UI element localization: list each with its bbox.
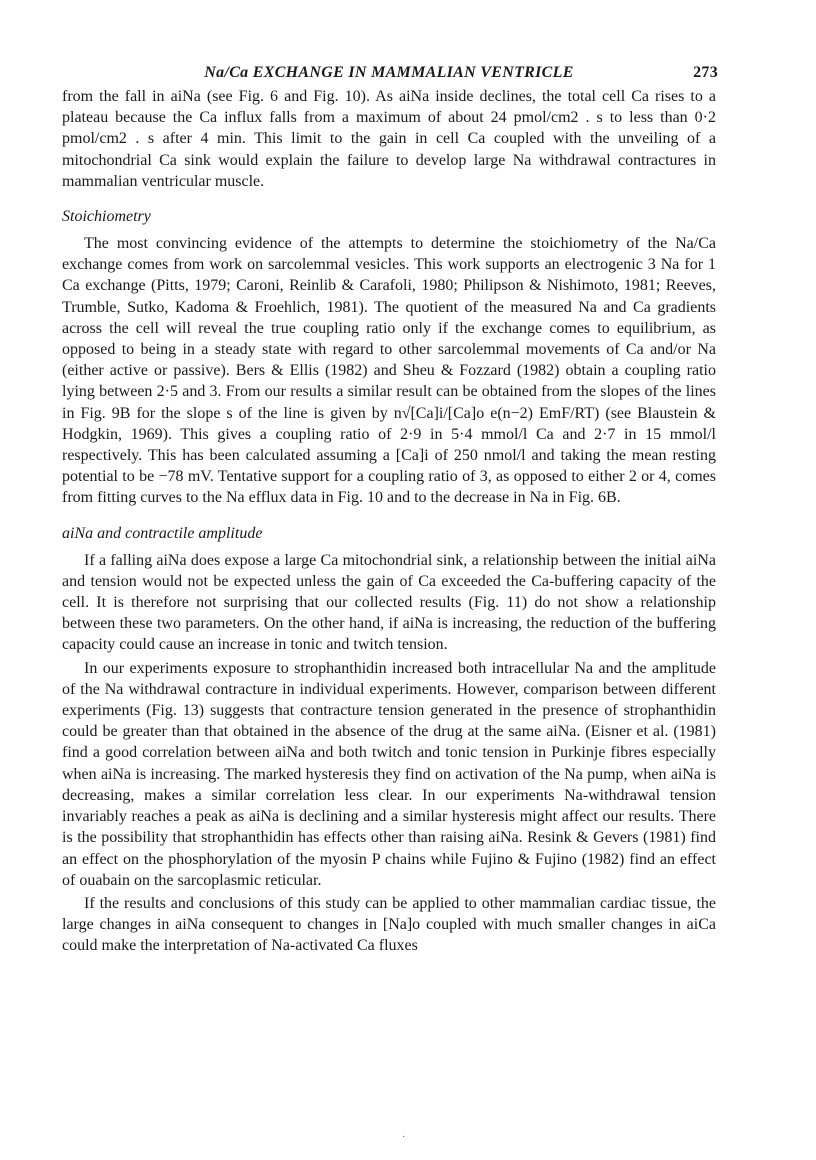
stray-mark: · <box>402 1132 406 1143</box>
paragraph-contractile-2: In our experiments exposure to strophanthidin increased both intracellular Na and the amplitude of the Na withdrawal contracture in individual experiments. However, comparison between different experiments (Fig. 13) suggests that contracture tension generated in the presence of strophanthidin could be greater than that obtained in the absence of the drug at the same aiNa. (Eisner et al. (1981) find a good correlation between aiNa and both twitch and tonic tension in Purkinje fibres especially when aiNa is increasing. The marked hysteresis they find on activation of the Na pump, when aiNa is decreasing, makes a similar correlation less clear. In our experiments Na-withdrawal tension invariably reaches a peak as aiNa is declining and a similar hysteresis might affect our results. There is the possibility that strophanthidin has effects other than raising aiNa. Resink & Gevers (1981) find an effect on the phosphorylation of the myosin P chains while Fujino & Fujino (1982) find an effect of ouabain on the sarcoplasmic reticular. <box>62 659 716 889</box>
page-number: 273 <box>693 64 718 81</box>
running-title: Na/Ca EXCHANGE IN MAMMALIAN VENTRICLE <box>204 64 574 81</box>
paragraph-intro: from the fall in aiNa (see Fig. 6 and Fig. 10). As aiNa inside declines, the total cell Ca rises to a plateau because the Ca influx falls from a maximum of about 24 pmol/cm2 . s to less than 0·2 pmol/cm2 . s after 4 min. This limit to the gain in cell Ca coupled with the unveiling of a mitochondrial Ca sink would explain the failure to develop large Na withdrawal contractures in mammalian ventricular muscle. <box>62 88 716 190</box>
paragraph-contractile-3: If the results and conclusions of this study can be applied to other mammalian cardiac tissue, the large changes in aiNa consequent to changes in [Na]o coupled with much smaller changes in aiCa could make the interpretation of Na-activated Ca fluxes <box>62 894 716 955</box>
heading-stoichiometry: Stoichiometry <box>62 208 151 226</box>
heading-contractile-amplitude: aiNa and contractile amplitude <box>62 524 263 542</box>
journal-page <box>62 60 716 957</box>
paragraph-contractile-1: If a falling aiNa does expose a large Ca mitochondrial sink, a relationship between the initial aiNa and tension would not be expected unless the gain of Ca exceeded the Ca-buffering capacity of the cell. It is therefore not surprising that our collected results (Fig. 11) do not show a relationship between these two parameters. On the other hand, if aiNa is increasing, the reduction of the buffering capacity could cause an increase in tonic and twitch tension. <box>62 551 716 654</box>
paragraph-stoichiometry: The most convincing evidence of the attempts to determine the stoichiometry of the Na/Ca exchange comes from work on sarcolemmal vesicles. This work supports an electrogenic 3 Na for 1 Ca exchange (Pitts, 1979; Caroni, Reinlib & Carafoli, 1980; Philipson & Nishimoto, 1981; Reeves, Trumble, Sutko, Kadoma & Froehlich, 1981). The quotient of the measured Na and Ca gradients across the cell will reveal the true coupling ratio only if the exchange comes to equilibrium, as opposed to being in a steady state with regard to other sarcolemmal movements of Ca and/or Na (either active or passive). Bers & Ellis (1982) and Sheu & Fozzard (1982) obtain a coupling ratio lying between 2·5 and 3. From our results a similar result can be obtained from the slopes of the lines in Fig. 9B for the slope s of the line is given by n√[Ca]i/[Ca]o e(n−2) EmF/RT) (see Blaustein & Hodgkin, 1969). This gives a coupling ratio of 2·9 in 5·4 mmol/l Ca and 2·7 in 15 mmol/l respectively. This has been calculated assuming a [Ca]i of 250 nmol/l and taking the mean resting potential to be −78 mV. Tentative support for a coupling ratio of 3, as opposed to either 2 or 4, comes from fitting curves to the Na efflux data in Fig. 10 and to the decrease in Na in Fig. 6B. <box>62 235 716 507</box>
running-header <box>62 60 716 86</box>
